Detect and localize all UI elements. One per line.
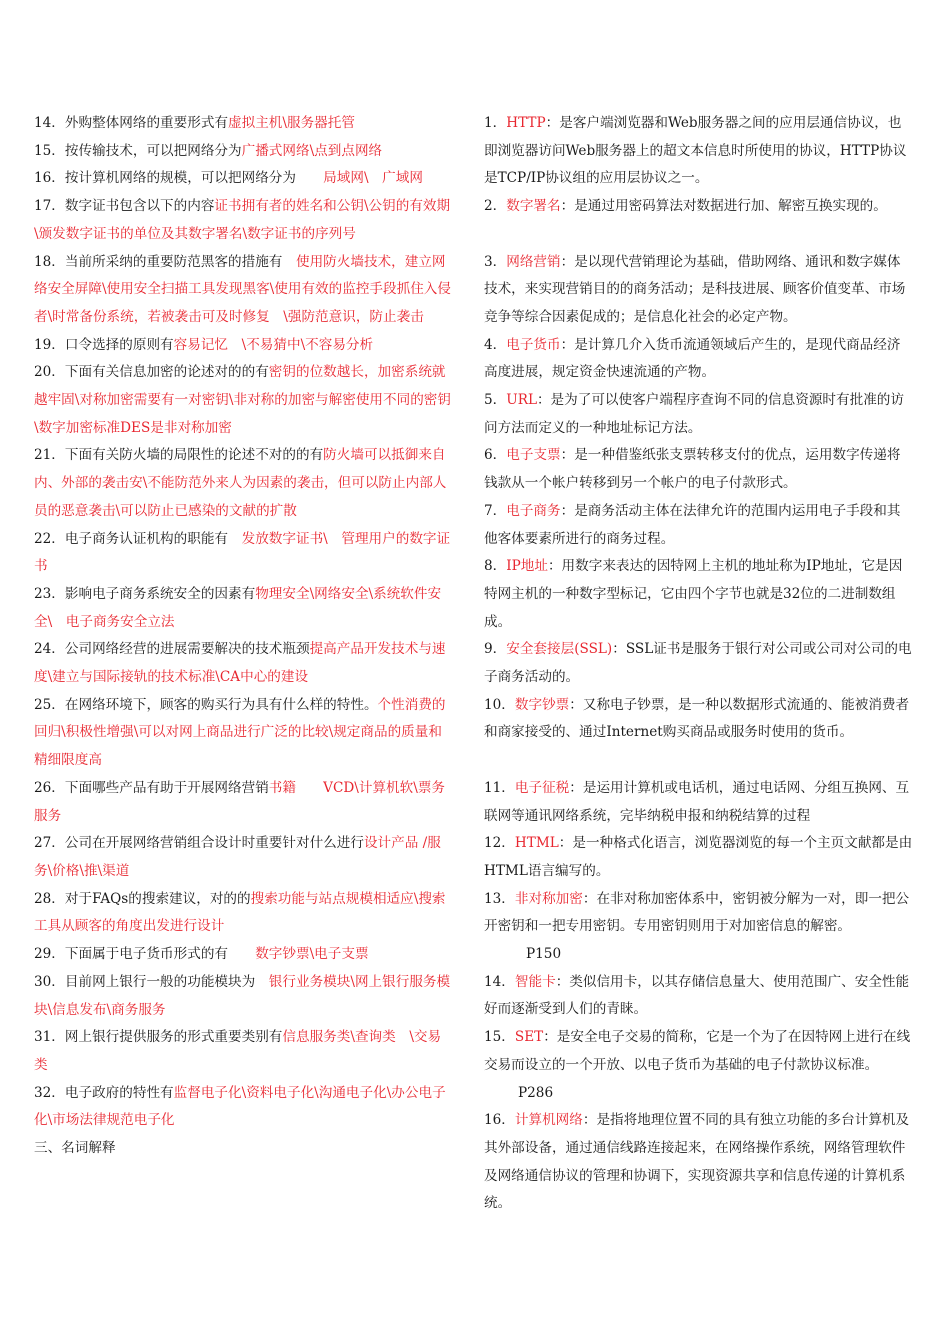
term-number: 3． [484,253,507,270]
term-definition: ：是安全电子交易的简称，它是一个为了在因特网上进行在线交易而设立的一个开放、以电子货币为基础的电子付款协议标准。 [484,1029,911,1073]
answer-text: 书籍 VCD\计算机软\票务服务 [34,779,446,824]
term-9 [484,636,914,691]
question-text: 21．下面有关防火墙的局限性的论述不对的的有 [34,447,324,464]
term-definition: ：是计算几介入货币流通领域后产生的，是现代商品经济高度进展，规定资金快速流通的产物。 [484,336,901,381]
section-heading: 三、名词解释 [34,1140,116,1157]
question-32 [34,1080,454,1135]
question-28 [34,886,454,941]
answer-text: 密钥的位数越长，加密系统就越牢固\对称加密需要有一对密钥\非对称的加密与解密使用不同的密钥\数字加密标准DES是非对称加密 [34,364,451,436]
answer-text: 防火墙可以抵御来自内、外部的袭击安\不能防范外来人为因素的袭击，但可以防止内部人员的恶意袭击\可以防止已感染的文献的扩散 [34,447,447,519]
term-number: 5． [484,392,507,409]
term-title: SET [514,1029,544,1046]
answer-text: 容易记忆 \不易猜中\不容易分析 [173,336,374,353]
question-22 [34,526,454,581]
question-30 [34,969,454,1024]
question-17 [34,193,454,248]
answer-text: 银行业务模块\网上银行服务模块\信息发布\商务服务 [34,973,451,1018]
term-title: 电子征税 [514,779,570,796]
term-number: 8． [484,558,507,575]
answer-text: 提高产品开发技术与速度\建立与国际接轨的技术标准\CA中心的建设 [34,641,446,686]
term-10 [484,692,914,747]
term-number: 4． [484,336,507,353]
term-definition: ：是运用计算机或电话机，通过电话网、分组互换网、互联网等通讯网络系统，完毕纳税申报和纳税结算的过程 [484,779,910,824]
question-text: 25．在网络环境下，顾客的购买行为具有什么样的特性。 [34,696,378,713]
term-13 [484,886,914,941]
term-definition: ：是商务活动主体在法律允许的范围内运用电子手段和其他客体要素所进行的商务过程。 [484,502,901,547]
term-definition: ：SSL证书是服务于银行对公司或公司对公司的电子商务活动的。 [484,641,912,686]
term-number: 7． [484,502,507,519]
left-column [34,110,454,1163]
term-definition: ：是一种借鉴纸张支票转移支付的优点，运用数字传递将钱款从一个帐户转移到另一个帐户的电子付款形式。 [484,447,901,492]
term-16 [484,1107,914,1218]
term-title: IP地址 [506,558,548,575]
question-text: 19．口令选择的原则有 [34,336,174,353]
term-definition: ：类似信用卡，以其存储信息量大、使用范围广、安全性能好而逐渐受到人们的青睐。 [484,973,910,1018]
term-title: 非对称加密 [514,890,583,907]
term-definition: ：是以现代营销理论为基础，借助网络、通讯和数字媒体技术，来实现营销目的的商务活动；是科技进展、顾客价值变革、市场竞争等综合因素促成的；是信息化社会的必定产物。 [484,253,906,325]
spacer [484,747,914,775]
question-text: 24．公司网络经营的进展需要解决的技术瓶颈 [34,641,310,658]
question-14 [34,110,454,138]
question-25 [34,692,454,775]
term-definition: ：是为了可以使客户端程序查询不同的信息资源时有批准的访问方法而定义的一种地址标记方法。 [484,392,904,436]
question-15 [34,138,454,166]
term-title: URL [506,392,537,409]
question-text: 17．数字证书包含以下的内容 [34,198,215,215]
term-title: 数字钞票 [514,696,570,713]
term-number: 1． [484,115,507,131]
term-8 [484,553,914,636]
term-title: 安全套接层(SSL) [506,641,613,658]
answer-text: 使用防火墙技术，建立网络安全屏障\使用安全扫描工具发现黑客\使用有效的监控手段抓住入侵者\时常备份系统，若被袭击可及时修复 \强防范意识，防止袭击 [34,253,451,325]
term-5 [484,387,914,442]
question-text: 14．外购整体网络的重要形式有 [34,115,229,131]
term-definition: ：是一种格式化语言，浏览器浏览的每一个主页文献都是由HTML语言编写的。 [484,835,913,879]
question-text: 29．下面属于电子货币形式的有 [34,946,256,963]
question-27 [34,830,454,885]
term-12 [484,830,914,885]
term-title: 网络营销 [506,253,561,270]
term-number: 10． [484,696,515,713]
term-definition: ：是客户端浏览器和Web服务器之间的应用层通信协议，也即浏览器访问Web服务器上的超文本信息时所使用的协议，HTTP协议是TCP/IP协议组的应用层协议之一。 [484,115,907,187]
question-20 [34,359,454,442]
question-text: 28．对于FAQs的搜索建议，对的的 [34,890,251,907]
question-text: 31．网上银行提供服务的形式重要类别有 [34,1029,283,1046]
term-number: 15． [484,1029,515,1046]
question-19 [34,332,454,360]
question-text: 22．电子商务认证机构的职能有 [34,530,242,547]
term-title: 电子商务 [506,502,561,519]
answer-text: 搜索功能与站点规模相适应\搜索工具从顾客的角度出发进行设计 [34,890,446,935]
answer-text: 局域网\ 广域网 [323,170,423,187]
question-text: 30．目前网上银行一般的功能模块为 [34,973,269,990]
spacer [484,221,914,249]
answer-text: 个性消费的回归\积极性增强\可以对网上商品进行广泛的比较\规定商品的质量和精细限度高 [34,696,446,769]
term-2 [484,193,914,221]
term-3 [484,249,914,332]
term-number: 11． [484,779,515,796]
question-text: 15．按传输技术，可以把网络分为 [34,142,242,159]
term-title: 计算机网络 [514,1112,583,1129]
term-11 [484,775,914,830]
term-15 [484,1024,914,1107]
term-7 [484,498,914,553]
answer-text: 广播式网络\点到点网络 [241,142,383,159]
answer-text: 发放数字证书\ 管理用户的数字证书 [34,530,451,575]
question-18 [34,249,454,332]
page-reference [484,941,914,969]
term-number: 16． [484,1112,515,1129]
question-text: 18．当前所采纳的重要防范黑客的措施有 [34,253,296,270]
question-text: 32．电子政府的特性有 [34,1084,174,1101]
page-ref-text: P286 [518,1084,554,1101]
term-14 [484,969,914,1024]
term-definition: ：又称电子钞票，是一种以数据形式流通的、能被消费者和商家接受的、通过Internet购买商品或服务时使用的货币。 [484,696,910,741]
answer-text: 虚拟主机\服务器托管 [228,115,355,131]
answer-text: 物理安全\网络安全\系统软件安全\ 电子商务安全立法 [34,585,442,630]
term-number: 12． [484,835,515,852]
term-definition: ：用数字来表达的因特网上主机的地址称为IP地址，它是因特网主机的一种数字型标记，它由四个字节也就是32位的二进制数组成。 [484,558,903,630]
term-definition: ：是通过用密码算法对数据进行加、解密互换实现的。 [560,198,887,215]
answer-text: 监督电子化\资料电子化\沟通电子化\办公电子化\市场法律规范电子化 [34,1084,446,1129]
term-1 [484,110,914,193]
right-column [484,110,914,1218]
term-title: 电子货币 [506,336,561,353]
question-29 [34,941,454,969]
page-ref-text: P150 [526,946,562,963]
term-title: HTTP [506,115,546,131]
question-21 [34,442,454,525]
term-4 [484,332,914,387]
question-text: 16．按计算机网络的规模，可以把网络分为 [34,170,324,187]
term-number: 9． [484,641,507,658]
question-text: 26．下面哪些产品有助于开展网络营销 [34,779,269,796]
answer-text: 证书拥有者的姓名和公钥\公钥的有效期\颁发数字证书的单位及其数字署名\数字证书的序列号 [34,198,451,242]
question-text: 23．影响电子商务系统安全的因素有 [34,585,256,602]
answer-text: 信息服务类\查询类 \交易类 [34,1029,442,1073]
question-text: 27．公司在开展网络营销组合设计时重要针对什么进行 [34,835,364,852]
term-number: 14． [484,973,515,990]
term-title: 数字署名 [506,198,561,215]
question-26 [34,775,454,830]
question-23 [34,581,454,636]
term-title: 电子支票 [506,447,561,464]
term-title: 智能卡 [514,973,556,990]
question-text: 20．下面有关信息加密的论述对的的有 [34,364,269,381]
term-number: 13． [484,890,515,907]
answer-text: 设计产品 /服务\价格\推\渠道 [34,835,441,879]
question-31 [34,1024,454,1079]
term-title: HTML [514,835,559,852]
term-definition: ：在非对称加密体系中，密钥被分解为一对，即一把公开密钥和一把专用密钥。专用密钥则用于对加密信息的解密。 [484,890,910,935]
answer-text: 数字钞票\电子支票 [255,946,369,963]
term-definition: ：是指将地理位置不同的具有独立功能的多台计算机及其外部设备，通过通信线路连接起来，在网络操作系统，网络管理软件及网络通信协议的管理和协调下，实现资源共享和信息传递的计算机系统。 [484,1112,910,1212]
question-16 [34,165,454,193]
question-24 [34,636,454,691]
term-number: 6． [484,447,507,464]
term-number: 2． [484,198,507,215]
term-6 [484,442,914,497]
